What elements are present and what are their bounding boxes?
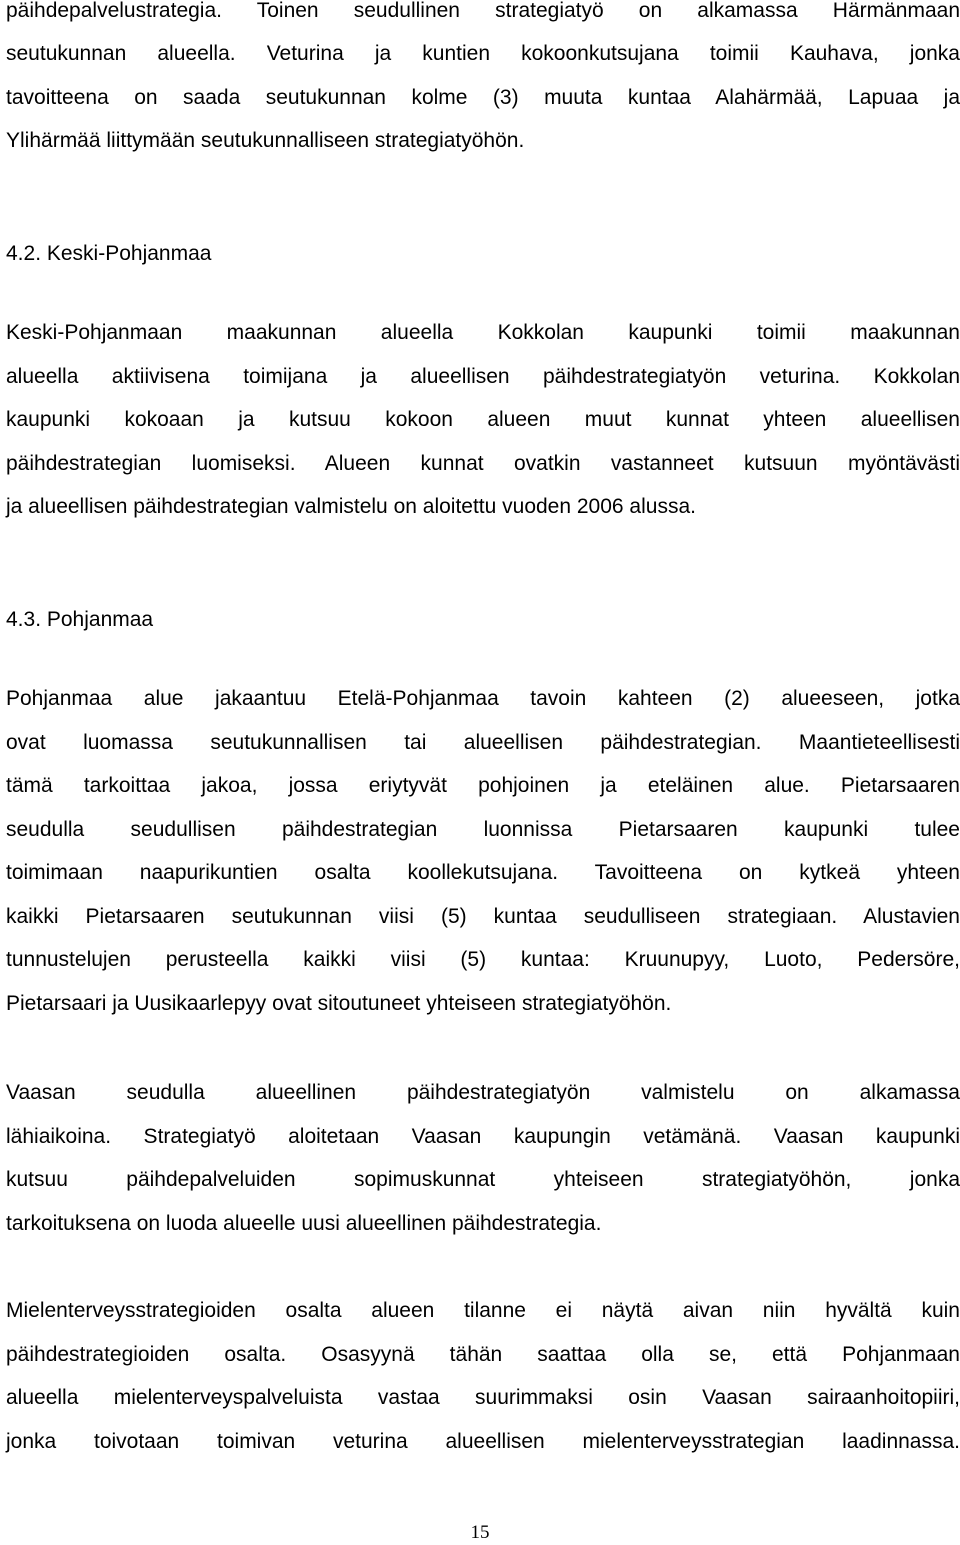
text-line: seutukunnan alueella. Veturina ja kuntien kokoonkutsujana toimii Kauhava, jonka [6,42,960,65]
text-line: Pietarsaari ja Uusikaarlepyy ovat sitoutuneet yhteiseen strategiatyöhön. [6,992,672,1015]
text-line: kaupunki kokoaan ja kutsuu kokoon alueen muut kunnat yhteen alueellisen [6,408,960,431]
text-line: ovat luomassa seutukunnallisen tai alueellisen päihdestrategian. Maantieteellisesti [6,731,960,754]
text-line: lähiaikoina. Strategiatyö aloitetaan Vaasan kaupungin vetämänä. Vaasan kaupunki [6,1125,960,1148]
text-line: Mielenterveysstrategioiden osalta alueen tilanne ei näytä aivan niin hyvältä kuin [6,1299,960,1322]
text-line: tarkoituksena on luoda alueelle uusi alueellinen päihdestrategia. [6,1212,602,1235]
text-line: päihdestrategian luomiseksi. Alueen kunnat ovatkin vastanneet kutsuun myöntävästi [6,452,960,475]
text-line: ja alueellisen päihdestrategian valmistelu on aloitettu vuoden 2006 alussa. [6,495,696,518]
text-line: Ylihärmää liittymään seutukunnalliseen strategiatyöhön. [6,129,525,152]
text-line: kutsuu päihdepalveluiden sopimuskunnat yhteiseen strategiatyöhön, jonka [6,1168,960,1191]
text-line: Pohjanmaa alue jakaantuu Etelä-Pohjanmaa tavoin kahteen (2) alueeseen, jotka [6,687,960,710]
text-line: päihdestrategioiden osalta. Osasyynä tähän saattaa olla se, että Pohjanmaan [6,1343,960,1366]
text-line: tavoitteena on saada seutukunnan kolme (3) muuta kuntaa Alahärmää, Lapuaa ja [6,86,960,109]
text-line: alueella aktiivisena toimijana ja alueellisen päihdestrategiatyön veturina. Kokkolan [6,365,960,388]
text-line: seudulla seudullisen päihdestrategian luonnissa Pietarsaaren kaupunki tulee [6,818,960,841]
text-line: tunnustelujen perusteella kaikki viisi (5) kuntaa: Kruunupyy, Luoto, Pedersöre, [6,948,960,971]
text-line: Vaasan seudulla alueellinen päihdestrategiatyön valmistelu on alkamassa [6,1081,960,1104]
text-line: toimimaan naapurikuntien osalta koollekutsujana. Tavoitteena on kytkeä yhteen [6,861,960,884]
text-line: Keski-Pohjanmaan maakunnan alueella Kokkolan kaupunki toimii maakunnan [6,321,960,344]
text-line: alueella mielenterveyspalveluista vastaa suurimmaksi osin Vaasan sairaanhoitopiiri, [6,1386,960,1409]
page-number: 15 [470,1522,490,1543]
section-heading-4-2: 4.2. Keski-Pohjanmaa [6,242,212,265]
text-line: tämä tarkoittaa jakoa, jossa eriytyvät pohjoinen ja eteläinen alue. Pietarsaaren [6,774,960,797]
text-line: kaikki Pietarsaaren seutukunnan viisi (5) kuntaa seudulliseen strategiaan. Alustavien [6,905,960,928]
text-line: päihdepalvelustrategia. Toinen seudullinen strategiatyö on alkamassa Härmänmaan [6,0,960,22]
section-heading-4-3: 4.3. Pohjanmaa [6,608,154,631]
text-line: jonka toivotaan toimivan veturina alueellisen mielenterveysstrategian laadinnassa. [6,1430,960,1453]
